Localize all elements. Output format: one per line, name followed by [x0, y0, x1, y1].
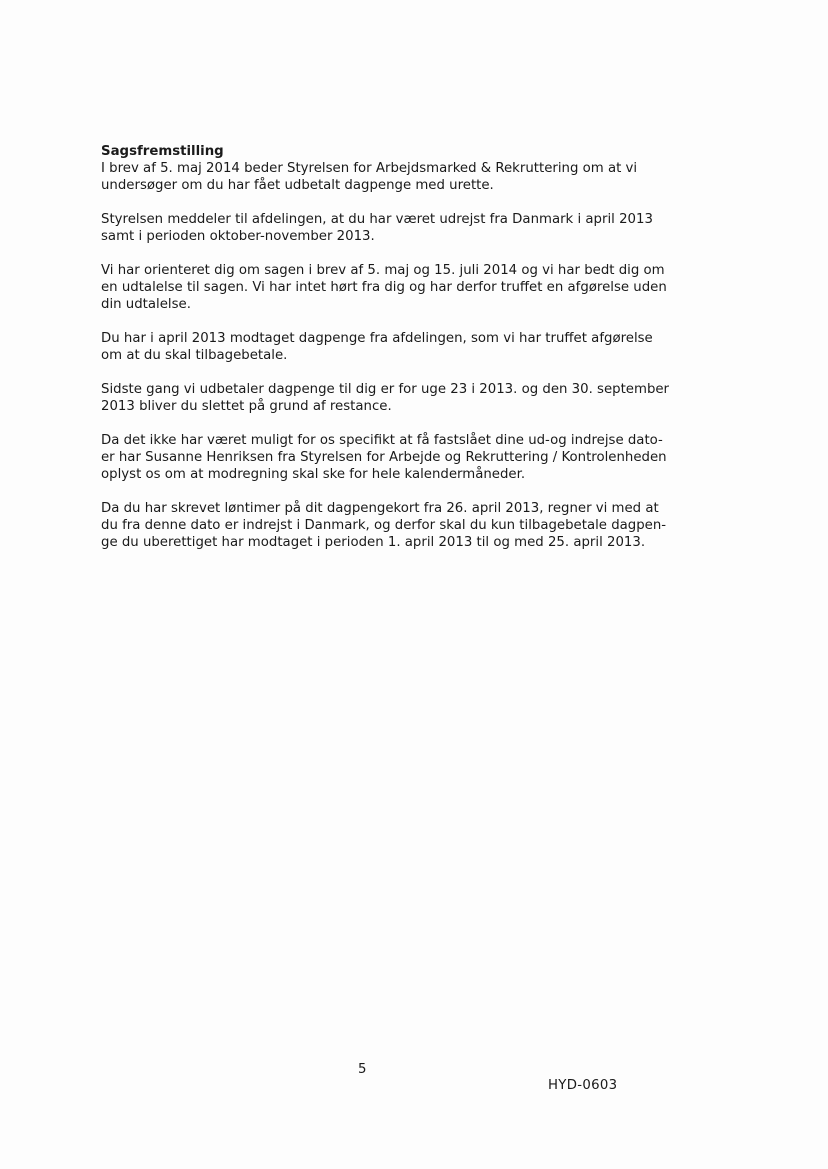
document-body: [101, 143, 711, 568]
text-line: en udtalelse til sagen. Vi har intet hørt fra dig og har derfor truffet en afgørelse uden: [101, 280, 667, 295]
text-line: om at du skal tilbagebetale.: [101, 348, 288, 363]
text-line: Vi har orienteret dig om sagen i brev af 5. maj og 15. juli 2014 og vi har bedt dig om: [101, 263, 665, 278]
text-line: oplyst os om at modregning skal ske for hele kalendermåneder.: [101, 467, 526, 482]
paragraph-4: [101, 330, 711, 364]
text-line: samt i perioden oktober-november 2013.: [101, 229, 375, 244]
paragraph-5: [101, 381, 711, 415]
section-heading: Sagsfremstilling: [101, 144, 224, 159]
paragraph-6: [101, 432, 711, 483]
text-line: Sidste gang vi udbetaler dagpenge til dig er for uge 23 i 2013. og den 30. september: [101, 382, 670, 397]
text-line: 2013 bliver du slettet på grund af restance.: [101, 399, 392, 414]
text-line: Da det ikke har været muligt for os specifikt at få fastslået dine ud-og indrejse dato-: [101, 433, 663, 448]
text-line: undersøger om du har fået udbetalt dagpenge med urette.: [101, 178, 494, 193]
text-line: du fra denne dato er indrejst i Danmark, og derfor skal du kun tilbagebetale dagpen-: [101, 518, 667, 533]
text-line: ge du uberettiget har modtaget i perioden 1. april 2013 til og med 25. april 2013.: [101, 535, 646, 550]
text-line: Styrelsen meddeler til afdelingen, at du har været udrejst fra Danmark i april 2013: [101, 212, 653, 227]
paragraph-7: [101, 500, 711, 551]
text-line: din udtalelse.: [101, 297, 191, 312]
paragraph-3: [101, 262, 711, 313]
text-line: Da du har skrevet løntimer på dit dagpengekort fra 26. april 2013, regner vi med at: [101, 501, 659, 516]
text-line: er har Susanne Henriksen fra Styrelsen for Arbejde og Rekruttering / Kontrolenheden: [101, 450, 667, 465]
text-line: I brev af 5. maj 2014 beder Styrelsen for Arbejdsmarked & Rekruttering om at vi: [101, 161, 638, 176]
document-code: HYD-0603: [548, 1078, 618, 1093]
paragraph-2: [101, 211, 711, 245]
page-number: 5: [358, 1062, 367, 1077]
paragraph-1: [101, 160, 711, 194]
text-line: Du har i april 2013 modtaget dagpenge fra afdelingen, som vi har truffet afgørelse: [101, 331, 653, 346]
